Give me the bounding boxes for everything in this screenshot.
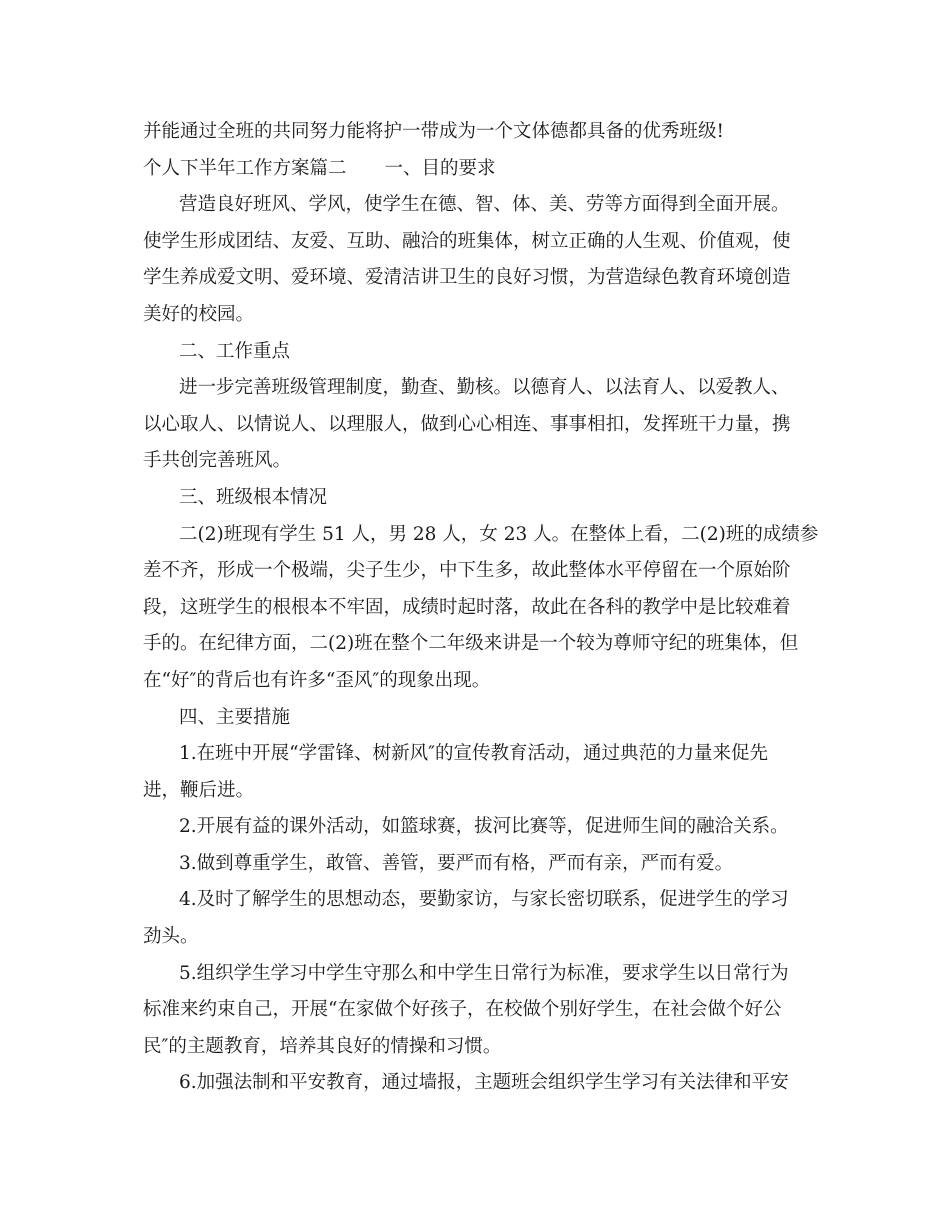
section-heading: 二、工作重点 (179, 340, 291, 362)
list-item-line: 6.加强法制和平安教育，通过墙报，主题班会组织学生学习有关法律和平安 (179, 1072, 789, 1094)
text-line: 劲头。 (143, 926, 199, 948)
list-item-line: 3.做到尊重学生，敢管、善管，要严而有格，严而有亲，严而有爱。 (179, 852, 734, 874)
text-line: 民″的主题教育，培养其良好的情操和习惯。 (143, 1035, 502, 1057)
text-line: 美好的校园。 (143, 303, 255, 325)
paragraph-line: 营造良好班风、学风，使学生在德、智、体、美、劳等方面得到全面开展。 (179, 194, 790, 216)
paragraph-line: 二(2)班现有学生 51 人，男 28 人，女 23 人。在整体上看，二(2)班的成绩参 (179, 523, 819, 545)
list-item-line: 2.开展有益的课外活动，如篮球赛，拔河比赛等，促进师生间的融洽关系。 (179, 816, 789, 838)
text-line: 在“好″的背后也有许多“歪风″的现象出现。 (143, 669, 491, 691)
text-line: 以心取人、以情说人、以理服人，做到心心相连、事事相扣，发挥班干力量，携 (143, 413, 791, 435)
text-line: 学生养成爱文明、爱环境、爱清洁讲卫生的良好习惯，为营造绿色教育环境创造 (143, 267, 791, 289)
section-heading: 三、班级根本情况 (179, 486, 328, 508)
document-body (143, 114, 819, 1102)
list-item-line: 1.在班中开展“学雷锋、树新风″的宣传教育活动，通过典范的力量来促先 (179, 743, 769, 765)
text-line: 差不齐，形成一个极端，尖子生少，中下生多，故此整体水平停留在一个原始阶 (143, 560, 791, 582)
text-line: 标准来约束自己，开展“在家做个好孩子，在校做个别好学生，在社会做个好公 (143, 999, 782, 1021)
text-line: 段，这班学生的根根本不牢固，成绩时起时落，故此在各科的教学中是比较难着 (143, 596, 791, 618)
text-line: 并能通过全班的共同努力能将护一带成为一个文体德都具备的优秀班级! (143, 121, 724, 142)
list-item-line: 5.组织学生学习中学生守那么和中学生日常行为标准，要求学生以日常行为 (179, 962, 789, 984)
list-item-line: 4.及时了解学生的思想动态，要勤家访，与家长密切联系，促进学生的学习 (179, 889, 789, 911)
text-line: 手的。在纪律方面，二(2)班在整个二年级来讲是一个较为尊师守纪的班集体，但 (143, 633, 799, 655)
text-line: 手共创完善班风。 (143, 450, 292, 472)
text-line: 使学生形成团结、友爱、互助、融洽的班集体，树立正确的人生观、价值观，使 (143, 230, 791, 252)
paragraph-line: 进一步完善班级管理制度，勤查、勤核。以德育人、以法育人、以爱教人、 (179, 377, 790, 399)
section-heading: 四、主要措施 (179, 706, 291, 728)
article-title: 个人下半年工作方案篇二 (143, 157, 347, 179)
section-heading: 一、目的要求 (384, 157, 496, 179)
section-title-line (143, 151, 808, 188)
text-line: 进，鞭后进。 (143, 779, 255, 801)
